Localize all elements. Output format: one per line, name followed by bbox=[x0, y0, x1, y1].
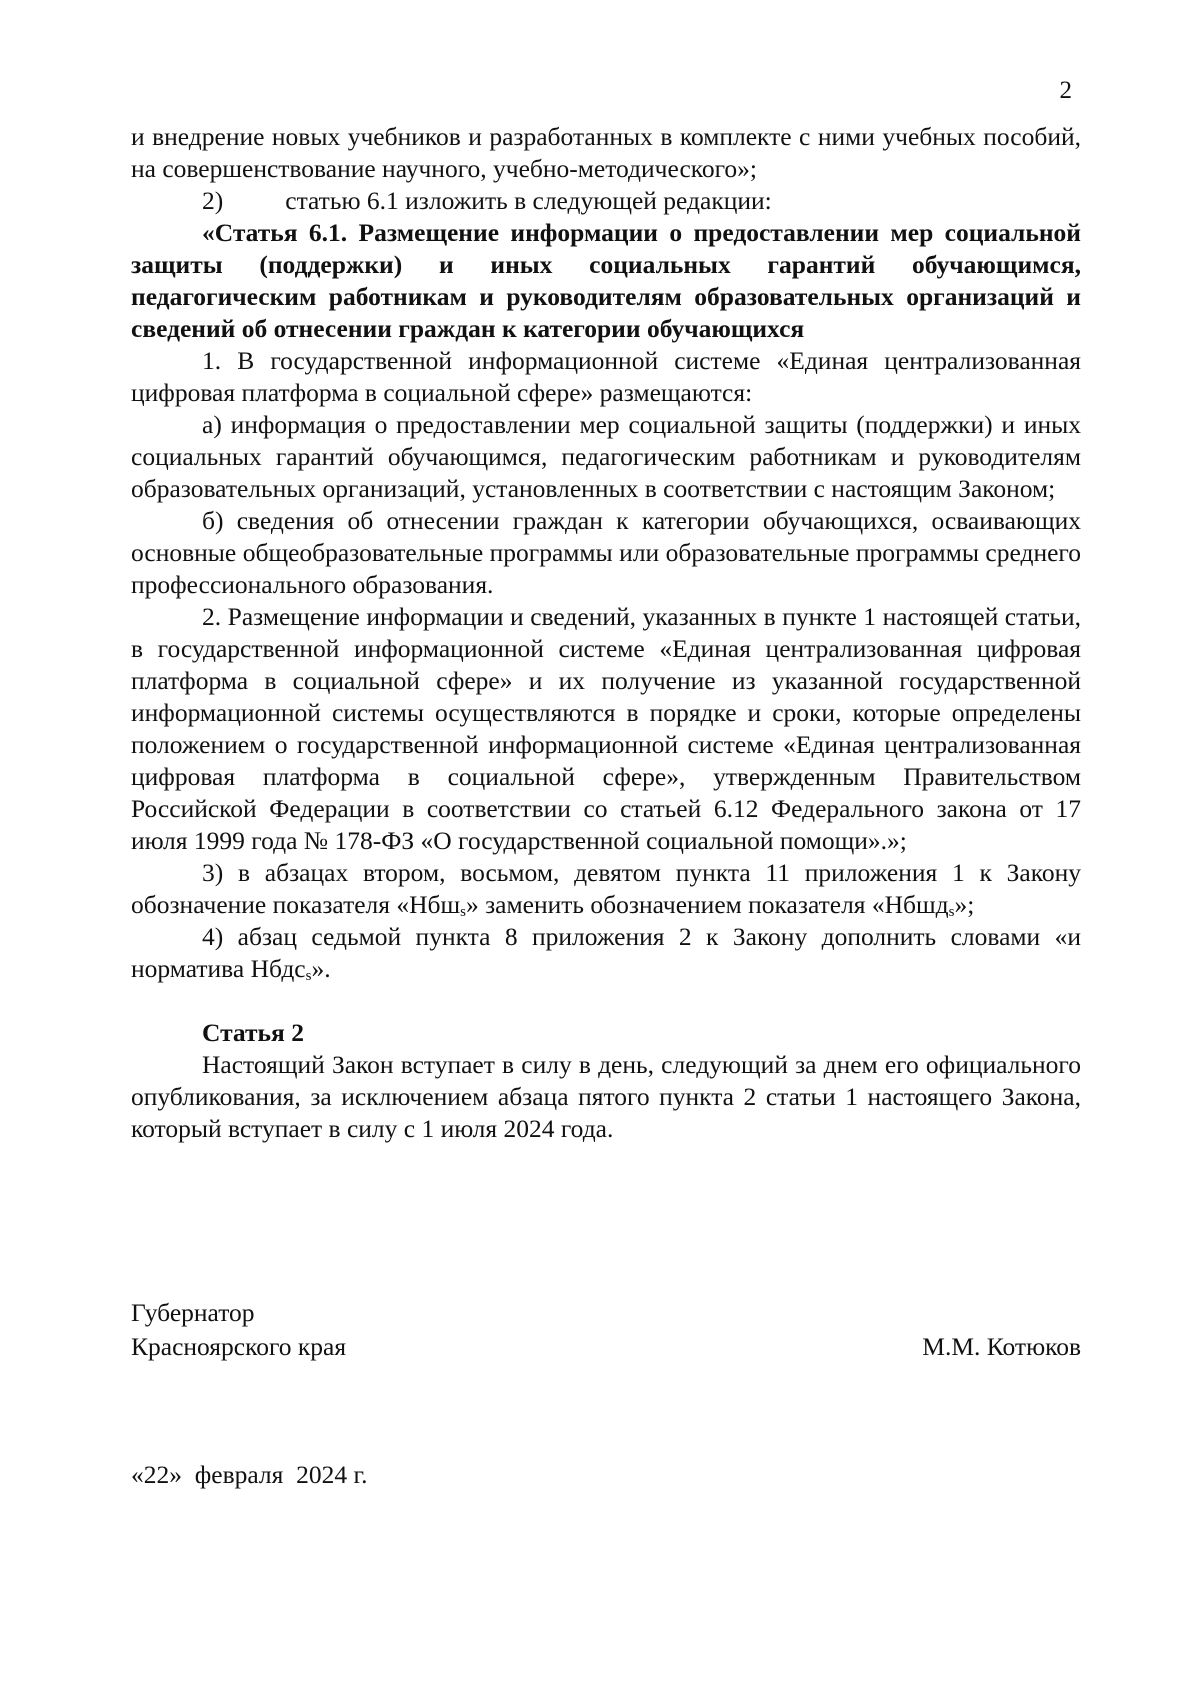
article-2-text: Настоящий Закон вступает в силу в день, следующий за днем его официального опубликования, за исключением абзаца пятого пункта 2 статьи 1 настоящего Закона, который вступает в силу с 1 июля 2024 года. bbox=[131, 1050, 1081, 1143]
item-text: статью 6.1 изложить в следующей редакции: bbox=[285, 186, 772, 215]
paragraph-point-1: 1. В государственной информационной системе «Единая централизованная цифровая платформа в социальной сфере» размещаются: bbox=[131, 346, 1081, 407]
article-2-heading: Статья 2 bbox=[202, 1018, 304, 1047]
item-3-text-c: »; bbox=[954, 890, 975, 919]
paragraph-continuation: и внедрение новых учебников и разработанных в комплекте с ними учебных пособий, на совершенствование научного, учебно-методического»; bbox=[131, 122, 1081, 183]
paragraph-subpoint-b: б) сведения об отнесении граждан к категории обучающихся, осваивающих основные общеобразовательные программы или образовательные программы среднего профессионального образования. bbox=[131, 506, 1081, 599]
item-4-text-a: 4) абзац седьмой пункта 8 приложения 2 к Закону дополнить словами «и норматива Нбдс bbox=[131, 922, 1081, 983]
paragraph-point-2: 2. Размещение информации и сведений, указанных в пункте 1 настоящей статьи, в государственной информационной системе «Единая централизованная цифровая платформа в социальной сфере» и их получение из указанной государственной информационной системы осуществляются в порядке и сроки, которые определены положением о государственной информационной системе «Единая централизованная цифровая платформа в социальной сфере», утвержденным Правительством Российской Федерации в соответствии со статьей 6.12 Федерального закона от 17 июля 1999 года № 178-ФЗ «О государственной социальной помощи».»; bbox=[131, 602, 1081, 855]
paragraph-item-3 bbox=[131, 857, 1081, 921]
item-number: 2) bbox=[202, 186, 224, 215]
item-3-subscript-1: s bbox=[460, 904, 466, 920]
paragraph-item-2 bbox=[131, 185, 1081, 217]
document-date: «22» февраля 2024 г. bbox=[131, 1460, 368, 1489]
signer-title-line-1: Губернатор bbox=[131, 1298, 255, 1327]
paragraph-item-4 bbox=[131, 921, 1081, 985]
item-3-text-a: 3) в абзацах втором, восьмом, девятом пункта 11 приложения 1 к Закону обозначение показателя «Нбш bbox=[131, 858, 1081, 919]
signer-name: М.М. Котюков bbox=[922, 1332, 1081, 1361]
item-3-subscript-2: s bbox=[948, 904, 955, 920]
item-4-text-b: ». bbox=[311, 954, 331, 983]
signer-title-line-2: Красноярского края bbox=[131, 1332, 347, 1361]
paragraph-subpoint-a: а) информация о предоставлении мер социальной защиты (поддержки) и иных социальных гарантий обучающимся, педагогическим работникам и руководителям образовательных организаций, установленных в соответствии с настоящим Законом; bbox=[131, 410, 1081, 503]
page-number: 2 bbox=[1059, 77, 1072, 104]
signature-block bbox=[131, 1296, 1081, 1364]
article-6-1-heading: «Статья 6.1. Размещение информации о предоставлении мер социальной защиты (поддержки) и иных социальных гарантий обучающимся, педагогическим работникам и руководителям образовательных организаций и сведений об отнесении граждан к категории обучающихся bbox=[131, 218, 1081, 343]
document-body bbox=[131, 121, 1081, 1145]
item-3-text-b: » заменить обозначением показателя «Нбшд bbox=[465, 890, 949, 919]
item-4-subscript: s bbox=[305, 968, 312, 984]
